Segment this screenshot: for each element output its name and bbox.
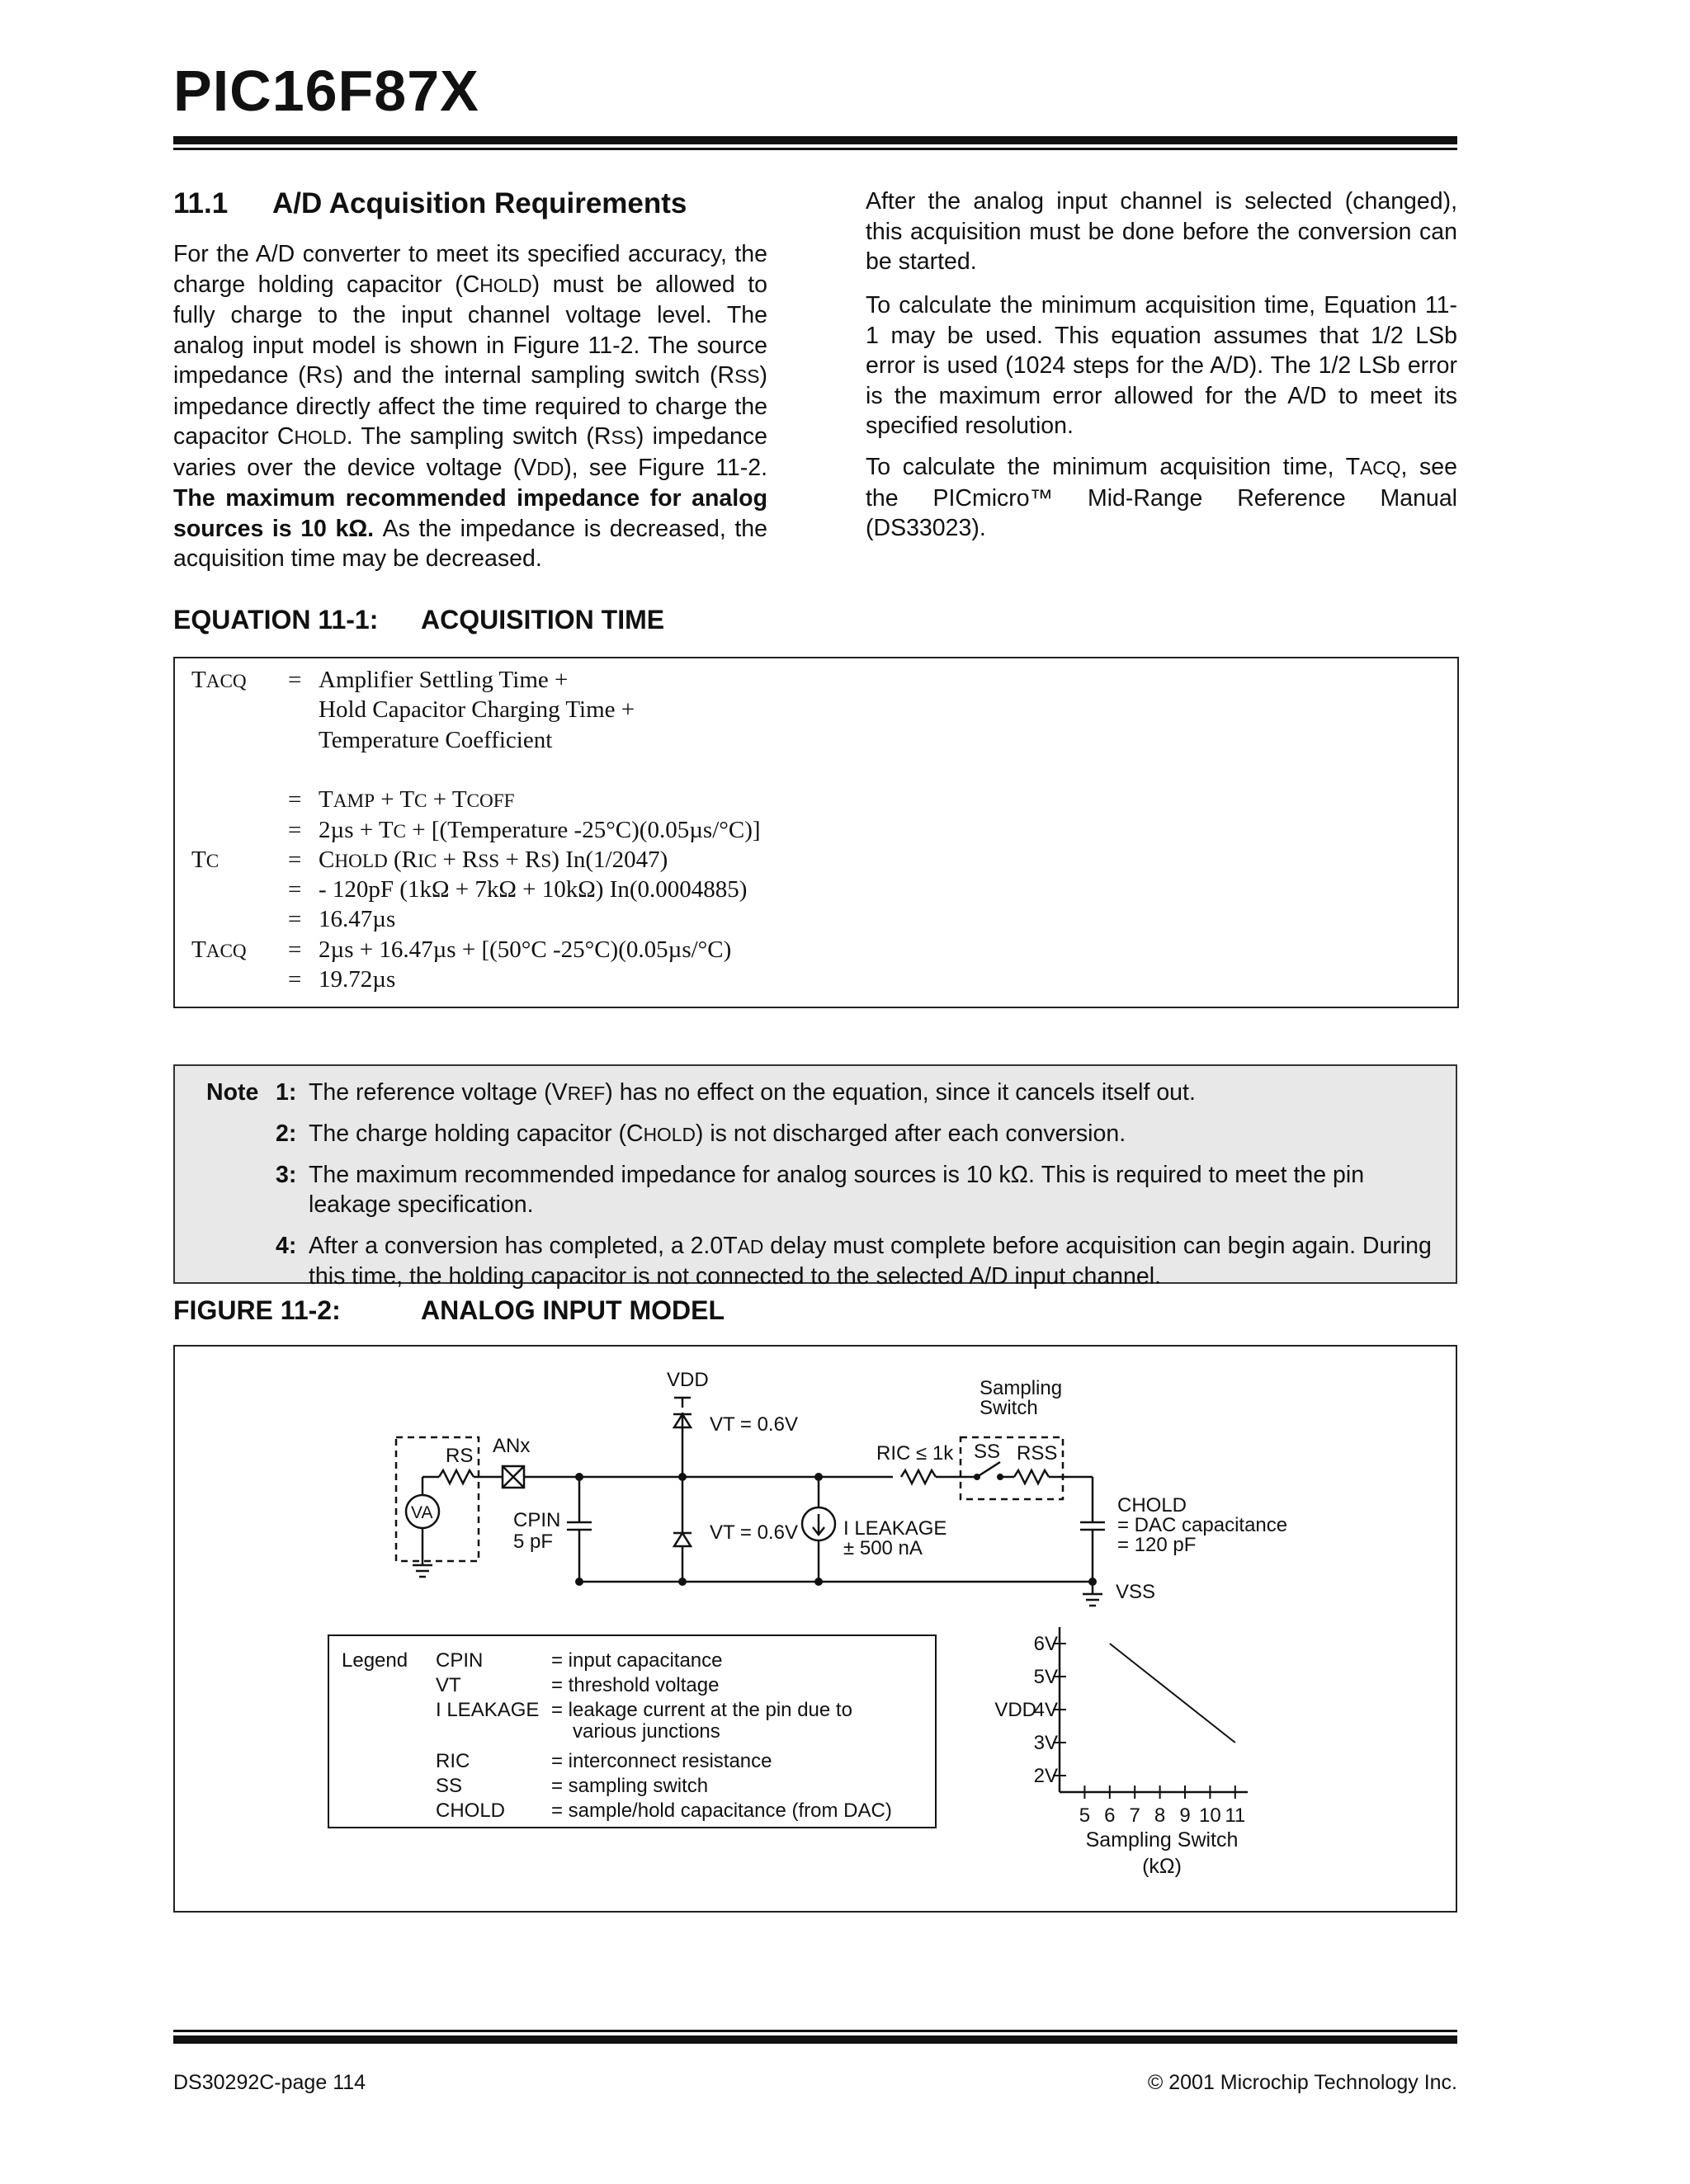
equation-lhs: TACQ [191,936,247,963]
legend-description: = interconnect resistance [551,1750,772,1772]
footer-page-id: DS30292C-page 114 [173,2071,366,2094]
footer-rule-thin [173,2030,1457,2032]
legend-symbol: CHOLD [436,1800,506,1822]
note-text: The charge holding capacitor (CHOLD) is not discharged after each conversion. [309,1120,1126,1147]
chart-x-axis-unit: (kΩ) [1142,1855,1182,1878]
chart-x-tick-label: 9 [1179,1804,1191,1827]
figure-title: ANALOG INPUT MODEL [421,1295,725,1325]
equation-rhs: 19.72µs [319,966,396,993]
chold-label: CHOLD [1117,1494,1187,1517]
legend-symbol: VT [436,1674,461,1696]
equation-rhs: Hold Capacitor Charging Time + [319,696,635,724]
legend-symbol: RIC [436,1750,470,1772]
diode-bottom-triangle [674,1533,691,1546]
vt-bottom-label: VT = 0.6V [710,1521,798,1544]
sampling-switch-blade [977,1462,1000,1477]
note-text: After a conversion has completed, a 2.0TAD delay must complete before acquisition can begin again. During this time, the holding capacitor is not connected to the selected A/D input channel. [309,1233,1432,1290]
note-label: Note [206,1079,259,1106]
equation-rhs: Temperature Coefficient [319,726,553,753]
vdd-vs-rss-chart [994,1627,1248,1878]
note-number: 3: [276,1162,297,1188]
va-label: VA [411,1503,433,1522]
equation-label: EQUATION 11-1: [173,605,379,634]
chart-y-axis-label: VDD [994,1699,1036,1721]
analog-input-model-diagram [175,1347,1456,1911]
legend-content [342,1649,892,1822]
equation-rhs: CHOLD (RIC + RSS + RS) In(1/2047) [319,846,668,873]
equation-lhs: TACQ [191,667,247,693]
chold-desc-1: = DAC capacitance [1117,1514,1288,1536]
cpin-value: 5 pF [513,1531,554,1553]
vt-top-label: VT = 0.6V [710,1413,798,1436]
legend-description: = leakage current at the pin due to [551,1699,852,1721]
ileakage-value: ± 500 nA [843,1537,923,1559]
right-paragraph-1: After the analog input channel is selected (changed), this acquisition must be done before the conversion can be started. [866,188,1457,275]
equation-caption [173,605,664,635]
chart-x-tick-label: 10 [1199,1804,1221,1827]
legend-symbol: SS [436,1775,463,1797]
equation-equals: = [288,876,302,903]
footer-rule-thick [173,2035,1457,2044]
note-text: The maximum recommended impedance for analog sources is 10 kΩ. This is required to meet the pin leakage specification. [309,1162,1365,1218]
left-paragraph: For the A/D converter to meet its specified accuracy, the charge holding capacitor (CHOLD) must be allowed to fully charge to the input channel voltage level. The analog input model is shown in Figure 11-2. The source impedance (RS) and the internal sampling switch (RSS) impedance directly affect the time required to charge the capacitor CHOLD. The sampling switch (RSS) impedance varies over the device voltage (VDD), see Figure 11-2. The maximum recommended impedance for analog sources is 10 kΩ. As the impedance is decreased, the acquisition time may be decreased. [173,241,767,572]
vdd-label: VDD [667,1369,709,1391]
chold-desc-2: = 120 pF [1117,1534,1197,1556]
ric-label: RIC ≤ 1k [876,1442,954,1465]
anx-label: ANx [493,1435,531,1457]
note-number: 4: [276,1233,297,1259]
note-text: The reference voltage (VREF) has no effect on the equation, since it cancels itself out. [309,1079,1196,1106]
header-rule-thin [173,148,1457,150]
legend-symbol: I LEAKAGE [436,1699,540,1721]
chart-x-axis-label: Sampling Switch [1085,1828,1239,1851]
equation-rhs: - 120pF (1kΩ + 7kΩ + 10kΩ) In(0.0004885) [319,876,748,903]
equation-equals: = [288,966,302,993]
figure-label: FIGURE 11-2: [173,1295,341,1325]
header-rule-thick [173,136,1457,144]
chart-y-tick-label: 4V [1033,1699,1058,1721]
equation-lhs: TC [191,846,220,873]
equation-rhs: 2µs + TC + [(Temperature -25°C)(0.05µs/°C)] [319,816,761,843]
legend-title: Legend [342,1649,408,1672]
chart-y-tick-label: 5V [1033,1666,1058,1688]
equation-equals: = [288,786,302,814]
chart-x-tick-label: 5 [1079,1804,1091,1827]
equation-rhs: Amplifier Settling Time + [319,667,569,693]
figure-box [173,1345,1457,1913]
note-number: 1: [276,1079,297,1106]
chart-y-tick-label: 6V [1033,1633,1058,1655]
equation-box [173,657,1459,1008]
chart-y-tick-label: 2V [1033,1765,1058,1787]
equation-rhs: TAMP + TC + TCOFF [319,786,515,814]
ric-resistor [901,1470,936,1484]
ileakage-label: I LEAKAGE [843,1517,947,1540]
section-heading [173,187,687,220]
chart-x-tick-label: 7 [1129,1804,1140,1827]
footer-copyright: © 2001 Microchip Technology Inc. [1147,2071,1457,2094]
equation-rhs: 16.47µs [319,906,396,933]
chart-series-line [1110,1644,1235,1743]
chart-x-tick-label: 11 [1225,1804,1246,1827]
chart-y-tick-label: 3V [1033,1732,1058,1754]
right-paragraph-2: To calculate the minimum acquisition time, Equation 11-1 may be used. This equation assumes that 1/2 LSb error is used (1024 steps for the A/D). The 1/2 LSb error is the maximum error allowed for the A/D to meet its specified resolution. [866,292,1457,439]
vss-label: VSS [1116,1581,1156,1603]
ss-label: SS [974,1441,1001,1463]
legend-description: various junctions [573,1720,720,1743]
rs-label: RS [446,1445,474,1467]
chart-x-tick-label: 6 [1104,1804,1116,1827]
equation-title: ACQUISITION TIME [421,605,665,634]
equation-equals: = [288,846,302,873]
equation-equals: = [288,906,302,933]
legend-description: = threshold voltage [551,1674,720,1696]
chart-x-tick-label: 8 [1154,1804,1166,1827]
equation-equals: = [288,667,302,693]
legend-description: = input capacitance [551,1649,723,1672]
legend-symbol: CPIN [436,1649,484,1672]
rss-label: RSS [1017,1442,1058,1465]
switch-label: Switch [980,1397,1038,1419]
legend-rows [436,1649,892,1822]
page-title: PIC16F87X [173,59,479,123]
section-number: 11.1 [173,187,229,219]
equation-equals: = [288,936,302,963]
sampling-label: Sampling [980,1377,1063,1399]
note-box [173,1064,1457,1290]
rs-resistor [439,1470,474,1484]
figure-caption [173,1295,725,1326]
legend-description: = sample/hold capacitance (from DAC) [551,1800,892,1822]
equation-equals: = [288,816,302,843]
right-paragraph-3: To calculate the minimum acquisition time, TACQ, see the PICmicro™ Mid-Range Reference Manual (DS33023). [866,454,1457,541]
legend-description: = sampling switch [551,1775,709,1797]
equation-rhs: 2µs + 16.47µs + [(50°C -25°C)(0.05µs/°C) [319,936,732,963]
cpin-label: CPIN [513,1509,561,1531]
section-title: A/D Acquisition Requirements [272,187,687,219]
note-number: 2: [276,1120,297,1147]
rss-resistor [1014,1470,1049,1484]
